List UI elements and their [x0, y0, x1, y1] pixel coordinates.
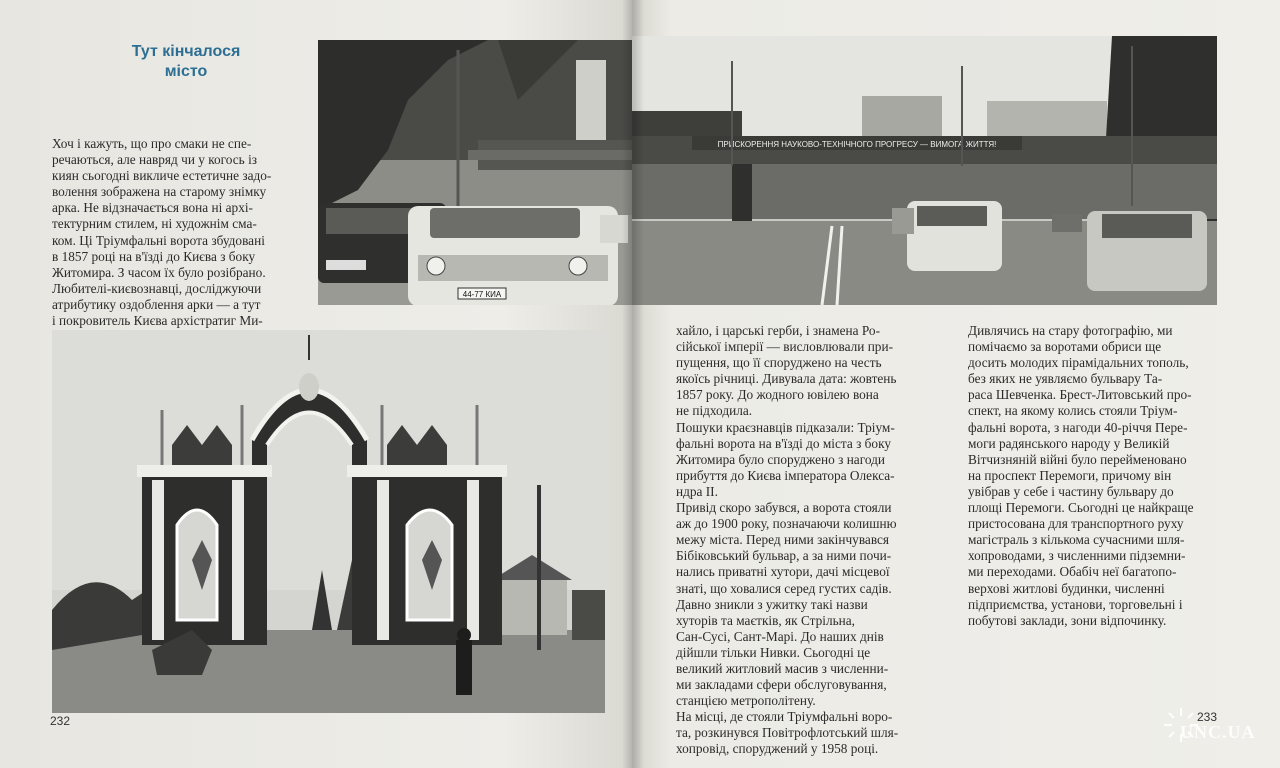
page-number-right: 233 [1197, 710, 1218, 724]
text-line: хайло, і царські герби, і знамена Ро- [676, 323, 880, 338]
text-line: речаються, але навряд чи у когось із [52, 152, 258, 168]
triumphal-gate-photo [52, 330, 605, 713]
text-line: Бібіковський бульвар, а за ними почи- [676, 548, 892, 564]
text-line: ми закладами сфери обслуговування, [676, 677, 887, 693]
text-line: Пошуки краєзнавців підказали: Тріум- [676, 419, 895, 435]
text-line: дійшли тільки Нивки. Сьогодні це [676, 644, 871, 660]
text-line: не підходила. [676, 403, 753, 419]
text-line: і покровитель Києва архістратиг Ми- [52, 313, 263, 329]
text-line: Сан-Сусі, Сант-Марі. До наших днів [676, 628, 884, 644]
text-line: ми переходами. Обабіч неї багатопо- [968, 564, 1177, 580]
text-line: межу міста. Перед ними закінчувався [676, 532, 890, 548]
text-line: спект, на якому колись стояли Тріум- [968, 403, 1178, 419]
text-line: досить молодих пірамідальних тополь, [968, 355, 1189, 371]
text-line: великий житловий масив з численни- [676, 660, 889, 676]
text-line: Давно зникли з ужитку такі назви [676, 596, 868, 612]
text-line: станцією метрополітену. [676, 693, 816, 709]
text-line: на проспект Перемоги, причому він [968, 467, 1172, 483]
license-plate: 44-77 КИА [462, 290, 502, 299]
text-line: площі Перемоги. Сьогодні це найкраще [968, 500, 1194, 516]
text-line: тектурним стилем, ні художнім сма- [52, 216, 257, 232]
text-line: ндра II. [676, 483, 718, 499]
text-line: Вітчизняній війні було перейменовано [968, 451, 1187, 467]
text-line: арка. Не відзначається вона ні архі- [52, 200, 253, 216]
text-column-2 [676, 323, 958, 758]
text-line: без яких не уявляємо бульвару Та- [968, 371, 1163, 387]
bridge-banner: ПРИСКОРЕННЯ НАУКОВО-ТЕХНІЧНОГО ПРОГРЕСУ — ВИМОГА ЖИТТЯ! [717, 140, 997, 149]
text-line: Житомира. З часом їх було розібрано. [52, 264, 266, 280]
left-page [0, 0, 632, 768]
text-line: Привід скоро забувся, а ворота стояли [676, 500, 892, 516]
text-line: увібрав у себе і частину бульвару до [968, 483, 1174, 499]
watermark: UNC.UA [1180, 722, 1256, 742]
text-line: фальні ворота, з нагоди 40-річчя Пере- [968, 419, 1188, 435]
text-line: якоїсь річниці. Дивувала дата: жовтень [676, 371, 897, 387]
text-line: волення зображена на старому знімку [52, 184, 267, 200]
text-line: хопроводами, з численними підземни- [968, 548, 1186, 564]
text-line: підприємства, установи, торговельні і [968, 596, 1183, 612]
text-line: нались приватні хутори, дачі місцевої [676, 564, 890, 580]
text-line: побутові заклади, зони відпочинку. [968, 612, 1167, 628]
street-photo-right [632, 36, 1217, 305]
text-line: киян сьогодні викличе естетичне задо- [52, 168, 272, 184]
text-line: прибуття до Києва імператора Олекса- [676, 467, 895, 483]
text-line: Дивлячись на стару фотографію, ми [968, 323, 1173, 338]
text-line: Житомира було споруджено з нагоди [676, 451, 885, 467]
street-photo-left [318, 40, 632, 305]
text-line: 1857 року. До жодного ювілею вона [676, 387, 879, 403]
text-column-3 [968, 323, 1250, 629]
text-line: сійської імперії — висловлювали при- [676, 339, 893, 355]
text-line: магістраль з кількома сучасними шля- [968, 532, 1185, 548]
text-line: в 1857 році на в'їзді до Києва з боку [52, 248, 256, 264]
heading-line-2: місто [164, 63, 208, 80]
text-line: Любителі-києвознавці, досліджуючи [52, 280, 262, 296]
text-line: аж до 1900 року, позначаючи колишню [676, 516, 897, 532]
text-line: хуторів та маєтків, як Стрільна, [676, 612, 855, 628]
heading-line-1: Тут кінчалося [131, 43, 241, 60]
text-line: хопровід, споруджений у 1958 році. [676, 741, 879, 757]
book-gutter [622, 0, 644, 768]
text-line: ком. Ці Тріумфальні ворота збудовані [52, 232, 265, 248]
text-line: Хоч і кажуть, що про смаки не спе- [52, 136, 252, 151]
text-line: На місці, де стояли Тріумфальні воро- [676, 709, 893, 725]
text-line: помічаємо за воротами обриси ще [968, 339, 1162, 355]
text-line: пристосована для транспортного руху [968, 516, 1184, 532]
text-line: фальні ворота на в'їзді до міста з боку [676, 435, 891, 451]
page-number-left: 232 [50, 714, 71, 728]
text-column-1 [52, 136, 305, 329]
article-heading [86, 42, 286, 82]
text-line: знаті, що ховалися серед густих садів. [676, 580, 892, 596]
text-line: моги радянського народу у Великій [968, 435, 1170, 451]
text-line: пущення, що її споруджено на честь [676, 355, 882, 371]
right-page [632, 0, 1280, 768]
text-line: та, розкинувся Повітрофлотський шля- [676, 725, 899, 741]
text-line: раса Шевченка. Брест-Литовський про- [968, 387, 1192, 403]
text-line: верхові житлові будинки, численні [968, 580, 1165, 596]
text-line: атрибутику оздоблення арки — а тут [52, 296, 261, 312]
